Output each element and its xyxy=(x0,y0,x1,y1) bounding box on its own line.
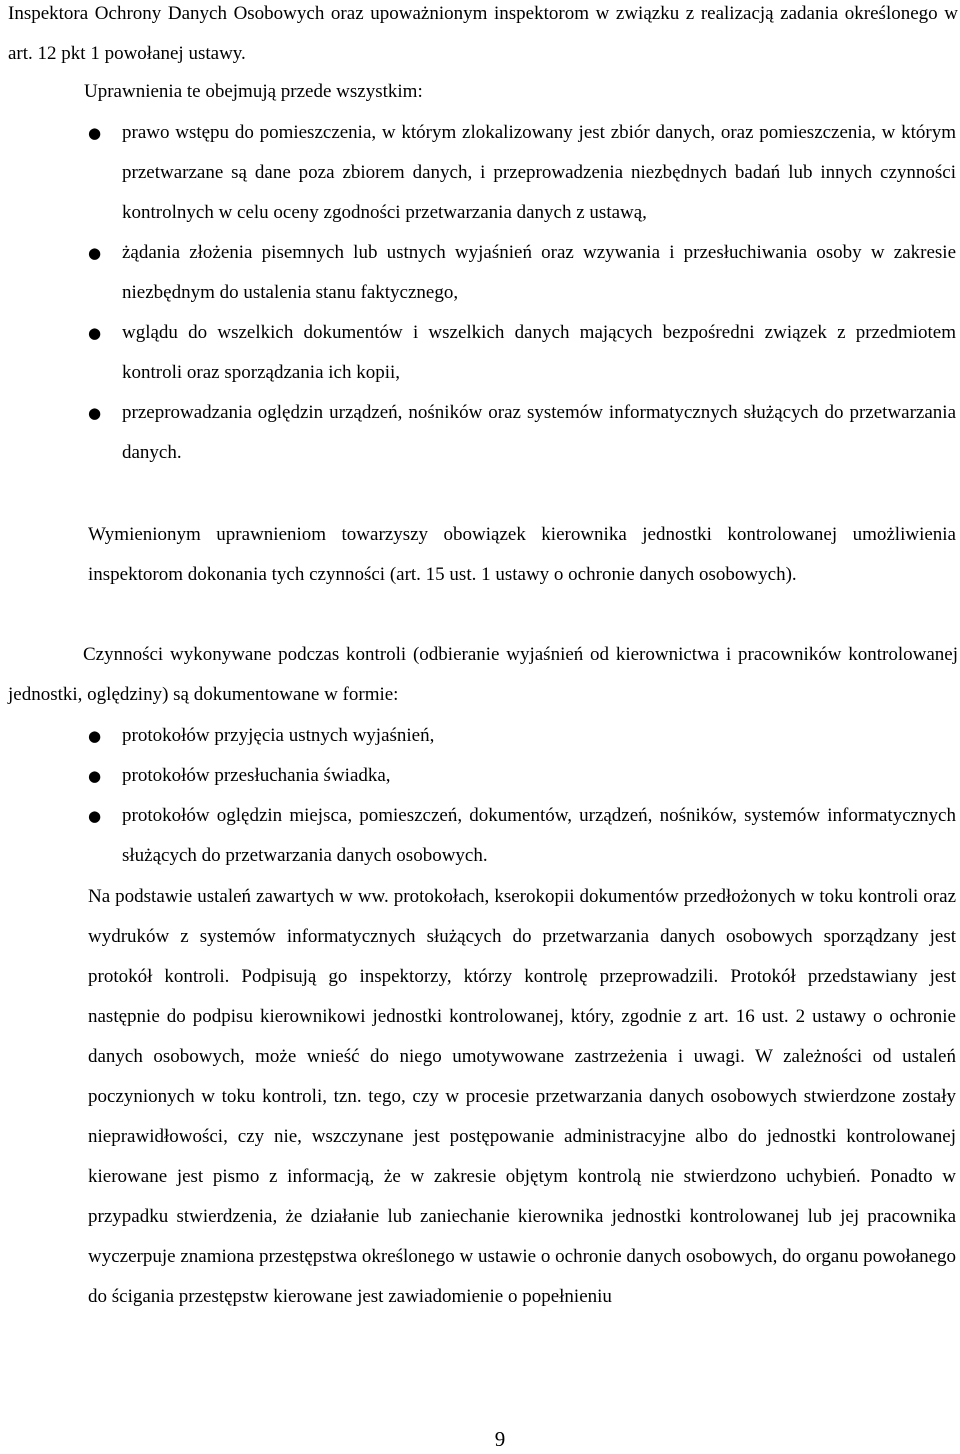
list-item-text: protokołów przyjęcia ustnych wyjaśnień, xyxy=(122,725,435,746)
protocols-list xyxy=(88,716,956,876)
paragraph-powers-heading: Uprawnienia te obejmują przede wszystkim: xyxy=(84,81,423,102)
bullet-icon: ● xyxy=(88,767,102,785)
bullet-icon: ● xyxy=(88,124,102,142)
list-item-text: żądania złożenia pisemnych lub ustnych wyjaśnień oraz wzywania i przesłuchiwania osoby w zakresie niezbędnym do ustalenia stanu faktycznego, xyxy=(122,242,956,303)
list-item xyxy=(88,716,956,756)
list-item-text: protokołów przesłuchania świadka, xyxy=(122,765,391,786)
paragraph-documentation: Czynności wykonywane podczas kontroli (odbieranie wyjaśnień od kierownictwa i pracowników kontrolowanej jednostki, oględziny) są dokumentowane w formie: xyxy=(8,644,958,705)
bullet-icon: ● xyxy=(88,404,102,422)
bullet-icon: ● xyxy=(88,807,102,825)
list-item xyxy=(88,796,956,876)
paragraph-inspection-report: Na podstawie ustaleń zawartych w ww. protokołach, kserokopii dokumentów przedłożonych w toku kontroli oraz wydruków z systemów informatycznych służących do przetwarzania danych osobowych sporządzany jest protokół kontroli. Podpisują go inspektorzy, którzy kontrolę przeprowadzili. Protokół przedstawiany jest następnie do podpisu kierownikowi jednostki kontrolowanej, który, zgodnie z art. 16 ust. 2 ustawy o ochronie danych osobowych, może wnieść do niego umotywowane zastrzeżenia i uwagi. W zależności od ustaleń poczynionych w toku kontroli, tzn. tego, czy w procesie przetwarzania danych osobowych stwierdzone zostały nieprawidłowości, czy nie, wszczynane jest postępowanie administracyjne albo do jednostki kontrolowanej kierowane jest pismo z informacją, że w zakresie objętym kontrolą nie stwierdzono uchybień. Ponadto w przypadku stwierdzenia, że działanie lub zaniechanie kierownika jednostki kontrolowanej lub jej pracownika wyczerpuje znamiona przestępstwa określonego w ustawie o ochronie danych osobowych, do organu powołanego do ścigania przestępstw kierowane jest zawiadomienie o popełnieniu xyxy=(88,886,956,1307)
page-number: 9 xyxy=(494,1427,506,1451)
list-item xyxy=(88,313,956,393)
list-item-text: protokołów oględzin miejsca, pomieszczeń, dokumentów, urządzeń, nośników, systemów informatycznych służących do przetwarzania danych osobowych. xyxy=(122,805,956,866)
list-item xyxy=(88,756,956,796)
list-item xyxy=(88,233,956,313)
list-item-text: przeprowadzania oględzin urządzeń, nośników oraz systemów informatycznych służących do przetwarzania danych. xyxy=(122,402,956,463)
list-item xyxy=(88,113,956,233)
paragraph-obligation: Wymienionym uprawnieniom towarzyszy obowiązek kierownika jednostki kontrolowanej umożliwienia inspektorom dokonania tych czynności (art. 15 ust. 1 ustawy o ochronie danych osobowych). xyxy=(88,524,956,585)
bullet-icon: ● xyxy=(88,324,102,342)
list-item-text: wglądu do wszelkich dokumentów i wszelkich danych mających bezpośredni związek z przedmiotem kontroli oraz sporządzania ich kopii, xyxy=(122,322,956,383)
list-item-text: prawo wstępu do pomieszczenia, w którym zlokalizowany jest zbiór danych, oraz pomieszczenia, w którym przetwarzane są dane poza zbiorem danych, i przeprowadzenia niezbędnych badań lub innych czynności kontrolnych w celu oceny zgodności przetwarzania danych z ustawą, xyxy=(122,122,956,223)
bullet-icon: ● xyxy=(88,727,102,745)
list-item xyxy=(88,393,956,473)
paragraph-intro-continuation: Inspektora Ochrony Danych Osobowych oraz upoważnionym inspektorom w związku z realizacją zadania określonego w art. 12 pkt 1 powołanej ustawy. xyxy=(8,3,958,64)
bullet-icon: ● xyxy=(88,244,102,262)
powers-list xyxy=(88,113,956,473)
